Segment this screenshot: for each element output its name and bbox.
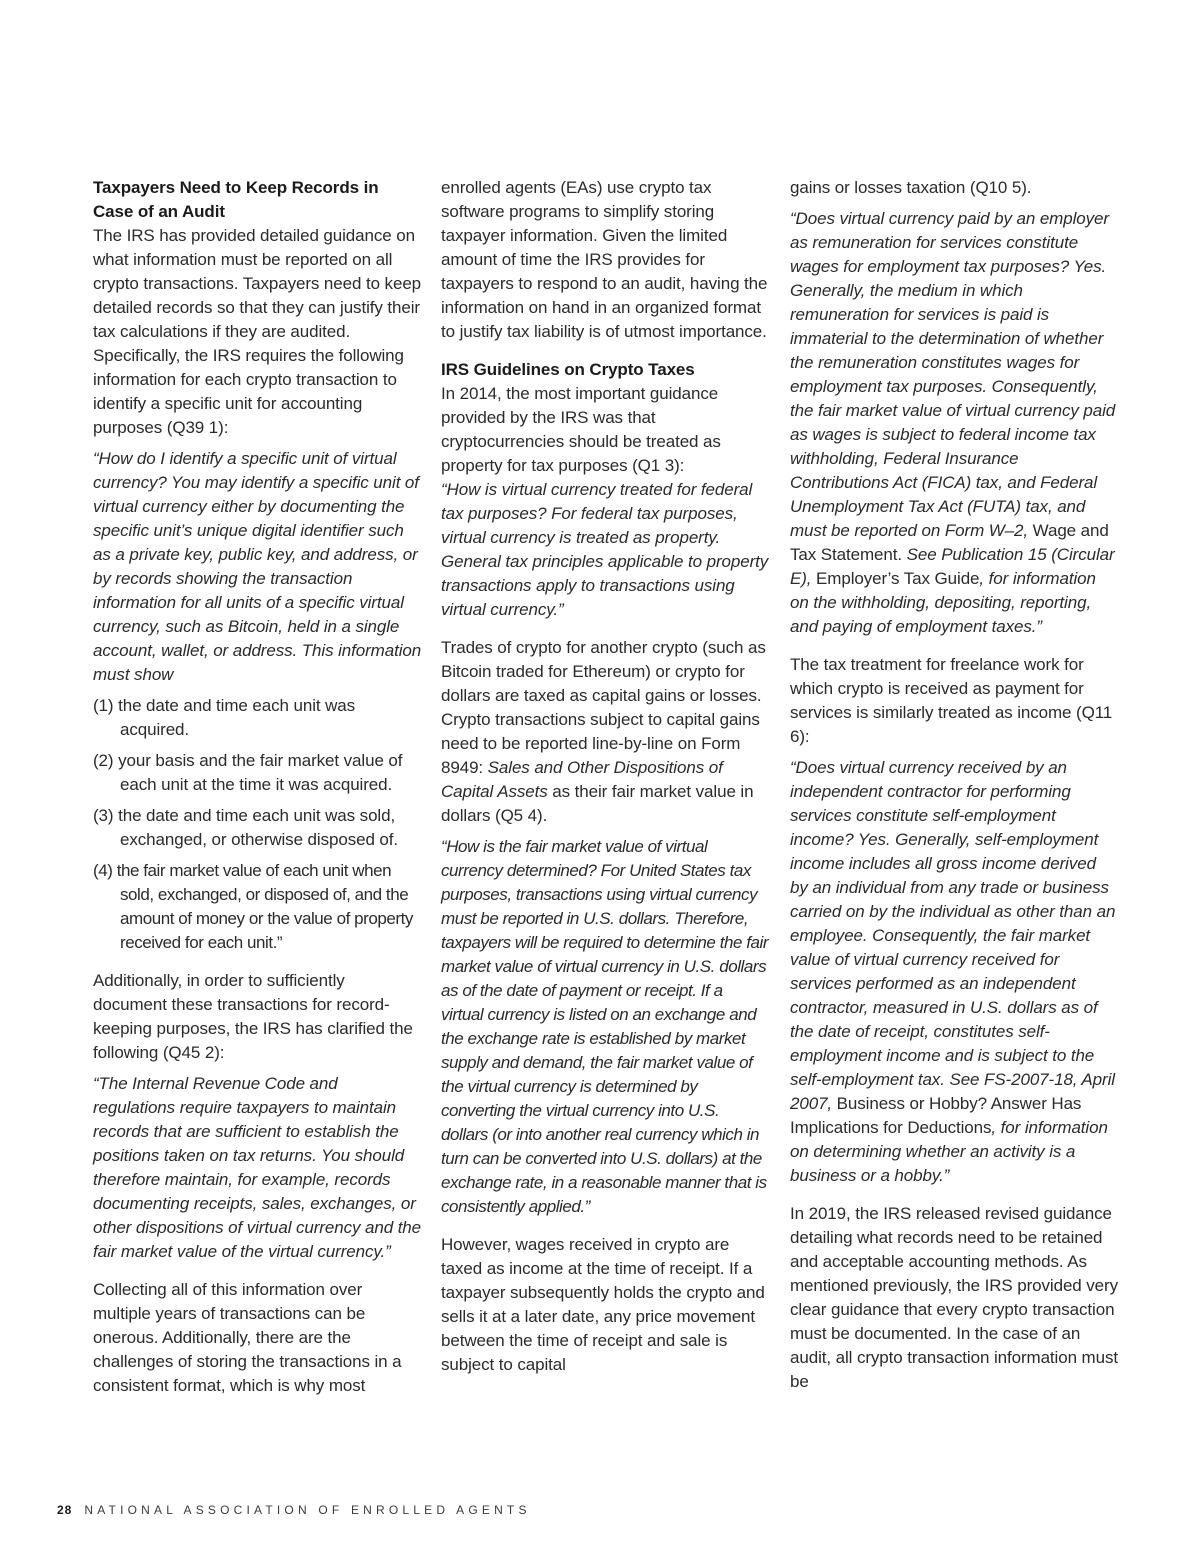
quote-text: , for information on the withholding, depositing, reporting, and paying of employment taxes.” <box>790 569 1096 636</box>
form-8949-title: Sales and Other Dispositions of Capital Assets <box>441 758 723 801</box>
intro-paragraph: The IRS has provided detailed guidance on what information must be reported on all crypto transactions. Taxpayers need to keep detailed records so that they can justify their tax calculations if they are audited. Specifically, the IRS requires the following information for each crypto transaction to identify a specific unit for accounting purposes (Q39 1): <box>93 226 422 437</box>
collecting-info-paragraph: Collecting all of this information over multiple years of transactions can be onerous. Additionally, there are the challenges of storing the transactions in a consistent format, which is why most <box>93 1280 402 1395</box>
publication-name: NATIONAL ASSOCIATION OF ENROLLED AGENTS <box>84 1503 531 1517</box>
guidance-2014-paragraph: In 2014, the most important guidance provided by the IRS was that cryptocurrencies should be treated as property for tax purposes (Q1 3): <box>441 384 721 475</box>
quote-internal-revenue-code: “The Internal Revenue Code and regulations require taxpayers to maintain records that are sufficient to establish the positions taken on tax returns. You should therefore maintain, for example, records documenting receipts, sales, exchanges, or other dispositions of virtual currency and the fair market value of the virtual currency.” <box>93 1074 422 1261</box>
column-2 <box>441 176 769 1384</box>
page-footer <box>57 1503 531 1517</box>
quote-text: , for information on determining whether an activity is a business or a hobby.” <box>790 1118 1108 1185</box>
fs-2007-18-title: Business or Hobby? Answer Has Implications for Deductions <box>790 1094 1082 1137</box>
guidance-2019-paragraph: In 2019, the IRS released revised guidance detailing what records need to be retained and acceptable accounting methods. As mentioned previously, the IRS provided very clear guidance that every crypto transaction must be documented. In the case of an audit, all crypto transaction information must be <box>790 1204 1118 1391</box>
page-number: 28 <box>57 1503 73 1517</box>
freelance-paragraph: The tax treatment for freelance work for which crypto is received as payment for services is similarly treated as income (Q11 6): <box>790 655 1113 746</box>
quote-self-employment <box>790 756 1118 1188</box>
capital-gains-text: Trades of crypto for another crypto (such as Bitcoin traded for Ethereum) or crypto for dollars are taxed as capital gains or losses. Crypto transactions subject to capital gains need to be reported line-by-line on Form 8949: <box>441 638 766 777</box>
capital-gains-paragraph <box>441 636 769 828</box>
capital-gains-text-end: as their fair market value in dollars (Q5 4). <box>441 782 754 825</box>
section-heading-guidelines: IRS Guidelines on Crypto Taxes <box>441 360 695 379</box>
quote-identify-unit: “How do I identify a specific unit of virtual currency? You may identify a specific unit of virtual currency either by documenting the specific unit’s unique digital identifier such as a private key, public key, and address, or by records showing the transaction information for all units of a specific virtual currency, such as Bitcoin, held in a single account, wallet, or address. This information must show <box>93 449 422 684</box>
list-item: (3) the date and time each unit was sold, exchanged, or otherwise disposed of. <box>93 806 399 849</box>
column-3 <box>790 176 1118 1401</box>
publication-15-title: Employer’s Tax Guide <box>816 569 980 588</box>
quote-text: “Does virtual currency received by an independent contractor for performing services constitute self-employment income? Yes. Generally, self-employment income includes all gross income derived by an individual from any trade or business carried on by the individual as other than an employee. Consequently, the fair market value of virtual currency received for services performed as an independent contractor, measured in U.S. dollars as of the date of receipt, constitutes self-employment income and is subject to the self-employment tax. See FS-2007-18, April 2007, <box>790 758 1116 1113</box>
quote-text: “Does virtual currency paid by an employer as remuneration for services constitute wages for employment tax purposes? Yes. Generally, the medium in which remuneration for services is paid is immaterial to the determination of whether the remuneration constitutes wages for employment tax purposes. Consequently, the fair market value of virtual currency paid as wages is subject to federal income tax withholding, Federal Insurance Contributions Act (FICA) tax, and Federal Unemployment Tax Act (FUTA) tax, and must be reported on Form W–2, <box>790 209 1116 540</box>
list-item: (2) your basis and the fair market value of each unit at the time it was acquired. <box>93 751 403 794</box>
form-w2-title: Wage and Tax Statement. <box>790 521 1109 564</box>
section-heading-records: Taxpayers Need to Keep Records in Case of an Audit <box>93 178 379 221</box>
wages-paragraph: However, wages received in crypto are taxed as income at the time of receipt. If a taxpayer subsequently holds the crypto and sells it at a later date, any price movement between the time of receipt and sale is subject to capital <box>441 1235 765 1374</box>
list-item: (4) the fair market value of each unit when sold, exchanged, or disposed of, and the amount of money or the value of property received for each unit.” <box>93 861 413 952</box>
enrolled-agents-paragraph: enrolled agents (EAs) use crypto tax software programs to simplify storing taxpayer information. Given the limited amount of time the IRS provides for taxpayers to respond to an audit, having the information on hand in an organized format to justify tax liability is of utmost importance. <box>441 178 768 341</box>
quote-wages-employment <box>790 207 1118 639</box>
quote-virtual-currency-property: “How is virtual currency treated for federal tax purposes? For federal tax purposes, virtual currency is treated as property. General tax principles applicable to property transactions apply to transactions using virtual currency.” <box>441 480 769 619</box>
gains-losses-paragraph: gains or losses taxation (Q10 5). <box>790 178 1032 197</box>
column-1 <box>93 176 423 1405</box>
list-item: (1) the date and time each unit was acquired. <box>93 696 356 739</box>
required-info-list <box>93 694 423 955</box>
quote-fair-market-value: “How is the fair market value of virtual currency determined? For United States tax purposes, transactions using virtual currency must be reported in U.S. dollars. Therefore, taxpayers will be required to determine the fair market value of virtual currency in U.S. dollars as of the date of payment or receipt. If a virtual currency is listed on an exchange and the exchange rate is established by market supply and demand, the fair market value of the virtual currency is determined by converting the virtual currency into U.S. dollars (or into another real currency which in turn can be converted into U.S. dollars) at the exchange rate, in a reasonable manner that is consistently applied.” <box>441 837 769 1216</box>
record-keeping-paragraph: Additionally, in order to sufficiently document these transactions for record-keeping purposes, the IRS has clarified the following (Q45 2): <box>93 971 413 1062</box>
quote-text: See Publication 15 (Circular E), <box>790 545 1115 588</box>
